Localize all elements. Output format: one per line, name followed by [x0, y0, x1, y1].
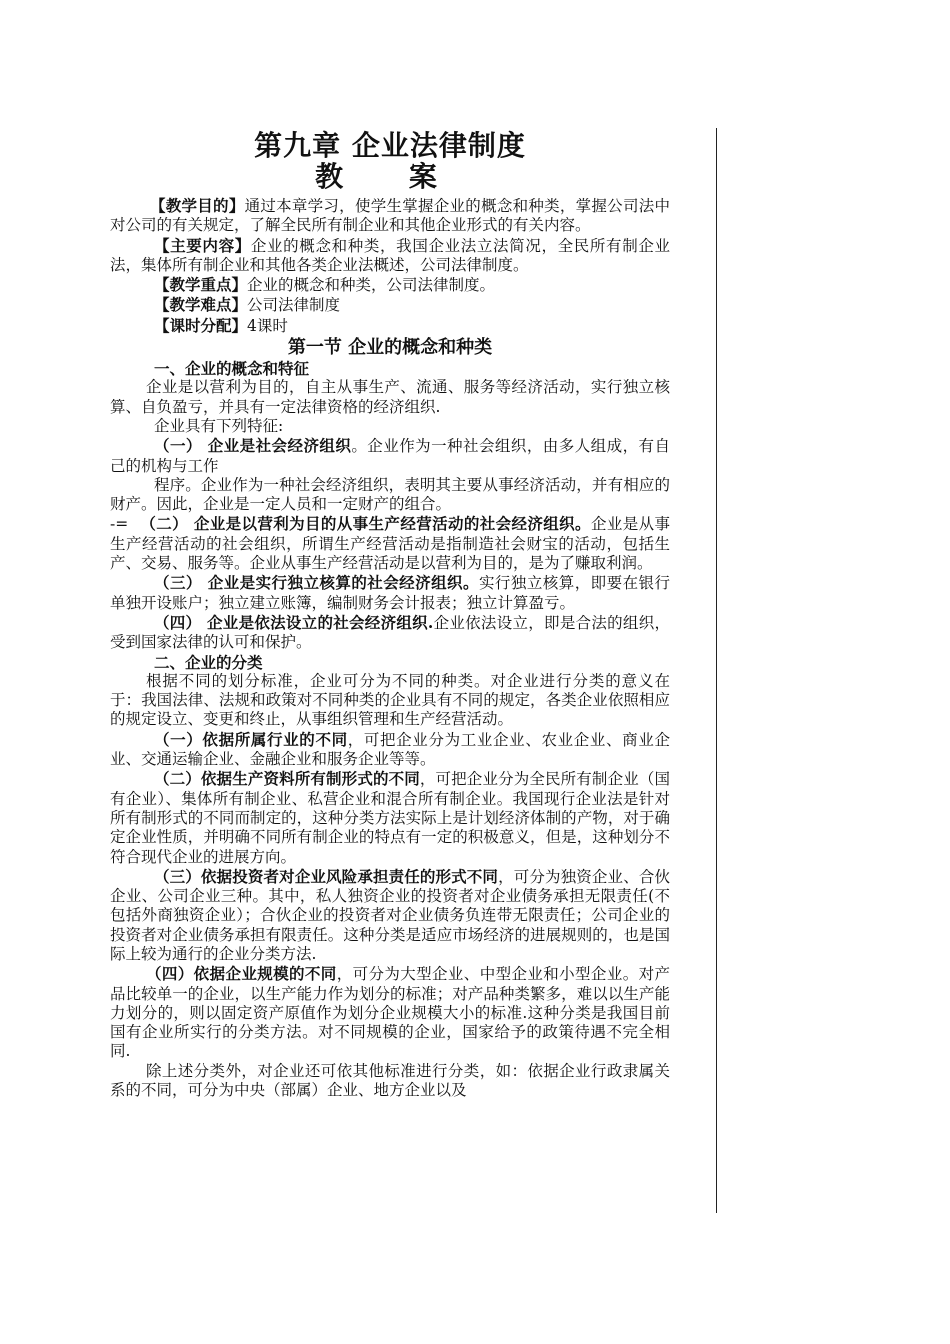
feature-4: [110, 613, 670, 653]
category-4: [110, 964, 670, 1061]
objectives-paragraph: [110, 196, 670, 236]
difficulties-paragraph: [110, 295, 670, 315]
part1-heading: 一、企业的概念和特征: [154, 359, 310, 379]
key-points-label: 【教学重点】: [154, 275, 248, 295]
feature-3-text: 实行独立核算，即要在银行单独开设账户；独立建立账簿，编制财务会计报表；独立计算盈亏。: [110, 574, 670, 612]
objectives-text: 通过本章学习，使学生掌握企业的概念和种类，掌握公司法中对公司的有关规定，了解全民所有制企业和其他企业形式的有关内容。: [110, 197, 670, 235]
hours-text: 4课时: [247, 316, 288, 335]
category-1-label: （一）依据所属行业的不同: [154, 729, 348, 749]
feature-2: [110, 514, 670, 573]
category-3-text: ，可分为独资企业、合伙企业、公司企业三种。其中，私人独资企业的投资者对企业债务承担无限责任(不包括外商独资企业）；合伙企业的投资者对企业债务负连带无限责任；公司企业的投资者对企业债务承担有限责任。这种分类是适应市场经济的进展规则的，也是国际上较为通行的企业分类方法.: [110, 867, 670, 963]
hours-paragraph: [110, 316, 670, 336]
category-2-text: ，可把企业分为全民所有制企业（国有企业）、集体所有制企业、私营企业和混合所有制企业。我国现行企业法是针对所有制形式的不同而制定的，这种分类方法实际上是计划经济体制的产物，对于确定企业性质，并明确不同所有制企业的特点有一定的积极意义，但是，这种划分不符合现代企业的进展方向。: [110, 770, 670, 866]
category-4-label: （四）依据企业规模的不同: [146, 964, 337, 984]
difficulties-text: 公司法律制度: [247, 296, 341, 315]
key-points-paragraph: [110, 275, 670, 295]
subtitle-text: 教 案: [315, 160, 465, 193]
hours-label: 【课时分配】: [154, 315, 248, 335]
category-1-text: ，可把企业分为工业企业、农业企业、商业企业、交通运输企业、金融企业和服务企业等等。: [110, 730, 670, 769]
category-1: [110, 730, 670, 770]
category-4-text: ，可分为大型企业、中型企业和小型企业。对产品比较单一的企业，以生产能力作为划分的标准；对产品种类繁多，难以以生产能力划分的，则以固定资产原值作为划分企业规模大小的标准.这种分类是我国目前国有企业所实行的分类方法。对不同规模的企业，国家给予的政策待遇不完全相同.: [110, 965, 670, 1061]
category-3-label: （三）依据投资者对企业风险承担责任的形式不同: [154, 866, 499, 886]
feature-1-continued: 程序。企业作为一种社会经济组织，表明其主要从事经济活动，并有相应的财产。因此，企业是一定人员和一定财产的组合。: [110, 475, 670, 514]
category-3: [110, 867, 670, 964]
part1-features-intro: 企业具有下列特征:: [154, 416, 284, 435]
part2-closing: 除上述分类外，对企业还可依其他标准进行分类，如：依据企业行政隶属关系的不同，可分为中央（部属）企业、地方企业以及: [110, 1061, 670, 1100]
feature-4-label: （四） 企业是依法设立的社会经济组织.: [154, 612, 434, 632]
feature-4-text: 企业依法设立，即是合法的组织，受到国家法律的认可和保护。: [110, 613, 670, 652]
stray-mark: -=: [110, 515, 129, 534]
difficulties-label: 【教学难点】: [154, 295, 248, 315]
category-2: [110, 769, 670, 866]
part2-intro: 根据不同的划分标准，企业可分为不同的种类。对企业进行分类的意义在于：我国法律、法规和政策对不同种类的企业具有不同的规定，各类企业依照相应的规定设立、变更和终止，从事组织管理和生产经营活动。: [110, 671, 670, 729]
page-border-line: [716, 128, 717, 1213]
feature-1-label: （一） 企业是社会经济组织: [154, 436, 352, 456]
feature-2-text: 企业是从事生产经营活动的社会组织，所谓生产经营活动是指制造社会财宝的活动，包括生产、交易、服务等。企业从事生产经营活动是以营利为目的，是为了赚取利润。: [110, 515, 670, 573]
feature-3: [110, 573, 670, 613]
category-2-label: （二）依据生产资料所有制形式的不同: [154, 769, 420, 789]
part2-heading: 二、企业的分类: [154, 652, 263, 672]
section-title: 第一节 企业的概念和种类: [287, 337, 493, 359]
document-subtitle: [110, 162, 670, 192]
feature-2-label: （二） 企业是以营利为目的从事生产经营活动的社会经济组织。: [140, 514, 591, 534]
document-page: [110, 128, 670, 1100]
chapter-title: 第九章 企业法律制度: [254, 129, 526, 162]
content-label: 【主要内容】: [154, 235, 251, 255]
content-paragraph: [110, 236, 670, 276]
key-points-text: 企业的概念和种类，公司法律制度。: [247, 276, 496, 295]
objectives-label: 【教学目的】: [150, 196, 245, 215]
feature-1: [110, 436, 670, 476]
content-text: 企业的概念和种类，我国企业法立法简况，全民所有制企业法，集体所有制企业和其他各类企业法概述，公司法律制度。: [110, 236, 670, 274]
feature-1-text: 。企业作为一种社会组织，由多人组成，有自己的机构与工作: [110, 437, 670, 475]
part1-definition: 企业是以营利为目的，自主从事生产、流通、服务等经济活动，实行独立核算、自负盈亏，并具有一定法律资格的经济组织.: [110, 378, 670, 416]
feature-3-label: （三） 企业是实行独立核算的社会经济组织。: [154, 573, 479, 593]
